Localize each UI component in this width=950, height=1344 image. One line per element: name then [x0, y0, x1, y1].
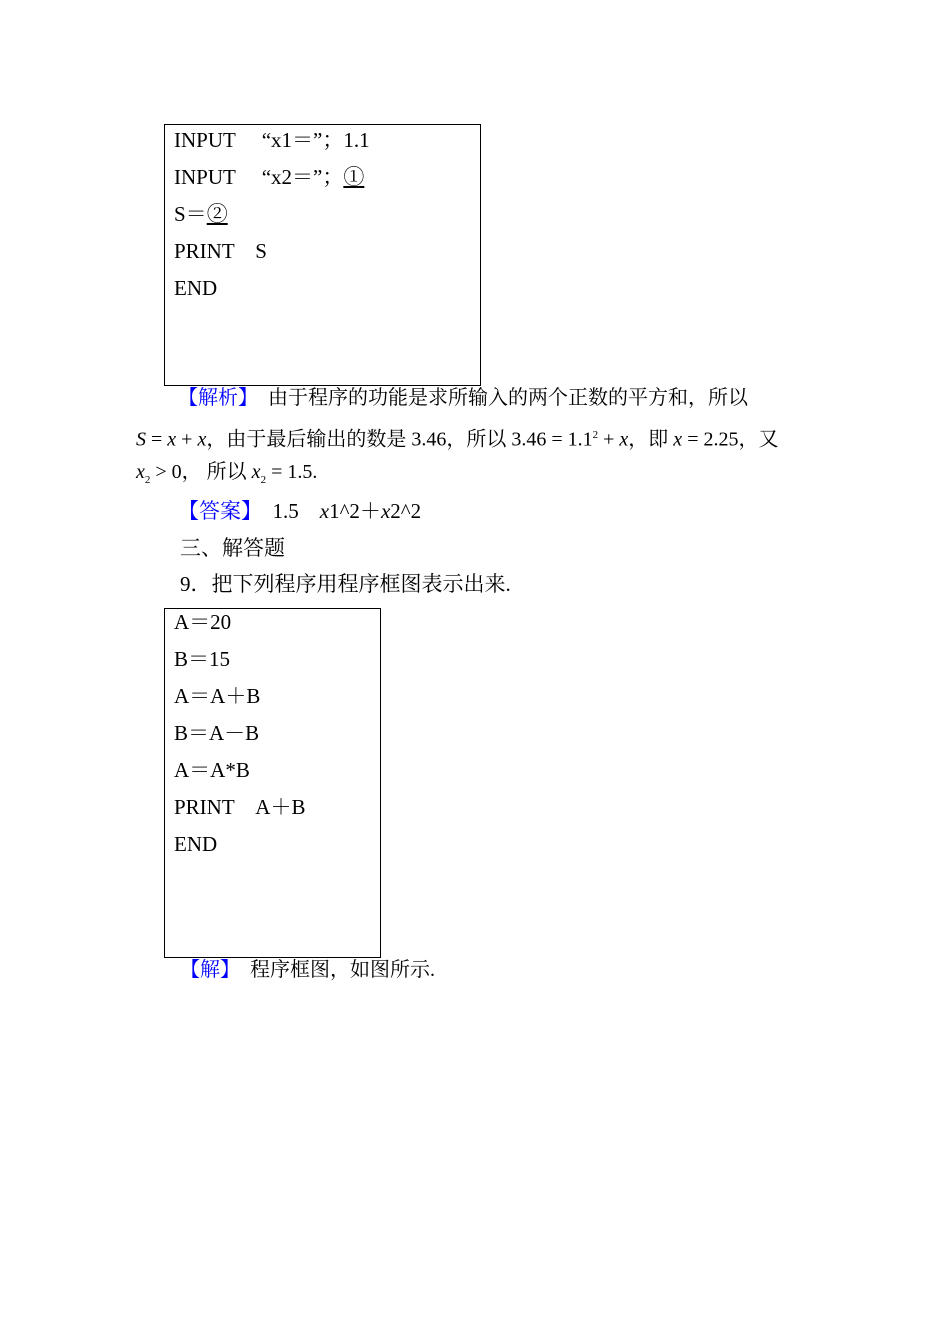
- blank-1: ①: [343, 165, 365, 189]
- program1-line-5: END: [174, 276, 218, 300]
- program1-line-3: [174, 202, 228, 226]
- text: > 0， 所以: [150, 461, 252, 483]
- program1-line-4: PRINT S: [174, 239, 267, 263]
- text: = 2.25，又: [682, 428, 779, 451]
- section-heading: 三、解答题: [180, 536, 285, 560]
- analysis-line-2: [136, 422, 778, 453]
- solution-line: [180, 957, 435, 983]
- text: =: [146, 428, 168, 451]
- program1-line-3-text: S＝: [174, 202, 207, 226]
- var-x: x: [167, 428, 177, 451]
- text: = 1.5.: [266, 461, 318, 483]
- var-x: x: [619, 428, 629, 451]
- text: +: [598, 428, 620, 451]
- subscript: 2: [260, 474, 267, 486]
- text: +: [176, 428, 198, 451]
- program2-line: B＝15: [174, 647, 231, 671]
- solution-tag: 【解】: [180, 959, 230, 981]
- question-9: 9．把下列程序用程序框图表示出来.: [180, 572, 511, 596]
- answer-value: 1.5: [251, 499, 320, 523]
- blank-2: ②: [206, 202, 228, 226]
- program1-line-2-text: INPUT “x2＝”；: [174, 165, 344, 189]
- program-box-2: [164, 608, 381, 958]
- text: ，即: [628, 428, 674, 451]
- program2-line: B＝A－B: [174, 721, 260, 745]
- program2-line: A＝20: [174, 610, 232, 634]
- analysis-line-1: [178, 385, 748, 411]
- var-x: x: [673, 428, 683, 451]
- program2-line: A＝A*B: [174, 758, 250, 782]
- var-x: x: [251, 461, 261, 483]
- answer-line: [178, 498, 421, 524]
- var-s: S: [136, 428, 146, 451]
- solution-text: 程序框图，如图所示.: [230, 959, 435, 981]
- text: 2^2: [390, 499, 422, 523]
- superscript: 2: [592, 429, 599, 441]
- answer-tag: 【答案】: [178, 499, 252, 523]
- program1-line-2: [174, 165, 364, 189]
- analysis-line-3: [136, 459, 317, 493]
- var-x: x: [136, 461, 145, 483]
- analysis-text-1: 由于程序的功能是求所输入的两个正数的平方和，所以: [248, 387, 748, 409]
- var-x: x: [380, 499, 391, 523]
- program2-line: END: [174, 832, 218, 856]
- var-x: x: [197, 428, 207, 451]
- subscript: 2: [144, 474, 151, 486]
- program2-line: PRINT A＋B: [174, 795, 306, 819]
- program-box-1: [164, 124, 481, 386]
- program1-line-1: INPUT “x1＝”；1.1: [174, 128, 370, 152]
- text: 1^2＋: [329, 499, 381, 523]
- analysis-tag: 【解析】: [178, 387, 248, 409]
- program2-line: A＝A＋B: [174, 684, 261, 708]
- var-x: x: [319, 499, 330, 523]
- text: ，由于最后输出的数是 3.46，所以 3.46 = 1.1: [206, 428, 593, 451]
